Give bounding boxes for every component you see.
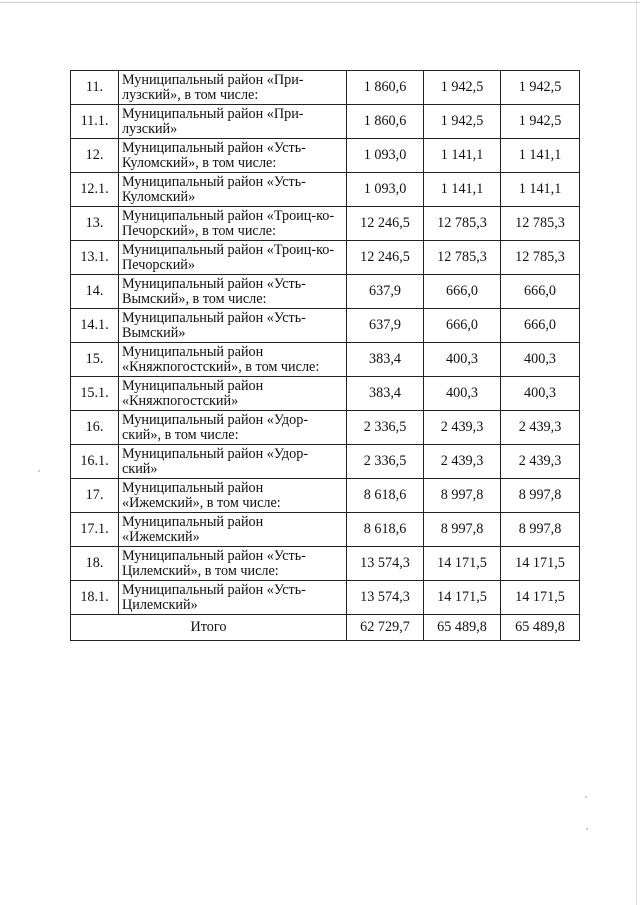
row-number-cell: 18.	[71, 547, 119, 581]
value-cell-1: 1 093,0	[347, 139, 424, 173]
value-cell-3: 666,0	[501, 309, 580, 343]
total-value-3: 65 489,8	[501, 615, 580, 641]
value-cell-2: 1 942,5	[424, 71, 501, 105]
value-cell-2: 400,3	[424, 377, 501, 411]
table-row	[71, 445, 580, 479]
value-cell-2: 400,3	[424, 343, 501, 377]
table-body	[71, 71, 580, 641]
value-cell-3: 1 942,5	[501, 71, 580, 105]
municipality-name-cell: Муниципальный район «Удор-ский», в том числе:	[119, 411, 347, 445]
scan-speck	[38, 470, 40, 472]
value-cell-3: 2 439,3	[501, 411, 580, 445]
value-cell-3: 8 997,8	[501, 479, 580, 513]
table-row	[71, 581, 580, 615]
municipality-name-cell: Муниципальный район «Усть-Цилемский», в том числе:	[119, 547, 347, 581]
value-cell-1: 637,9	[347, 275, 424, 309]
municipality-name-cell: Муниципальный район «Усть-Вымский»	[119, 309, 347, 343]
municipality-name-cell: Муниципальный район «Удор-ский»	[119, 445, 347, 479]
municipality-name-cell: Муниципальный район «Княжпогостский»	[119, 377, 347, 411]
value-cell-2: 666,0	[424, 309, 501, 343]
municipality-name-cell: Муниципальный район «При-лузский»	[119, 105, 347, 139]
municipality-name-cell: Муниципальный район «Усть-Куломский», в том числе:	[119, 139, 347, 173]
value-cell-3: 8 997,8	[501, 513, 580, 547]
value-cell-3: 1 141,1	[501, 173, 580, 207]
table-row	[71, 309, 580, 343]
municipality-name-cell: Муниципальный район «Усть-Вымский», в том числе:	[119, 275, 347, 309]
value-cell-1: 8 618,6	[347, 479, 424, 513]
value-cell-2: 14 171,5	[424, 581, 501, 615]
table-row	[71, 71, 580, 105]
municipality-name-cell: Муниципальный район «Усть-Цилемский»	[119, 581, 347, 615]
row-number-cell: 15.	[71, 343, 119, 377]
budget-table	[70, 70, 580, 641]
value-cell-1: 2 336,5	[347, 445, 424, 479]
value-cell-1: 383,4	[347, 377, 424, 411]
value-cell-1: 2 336,5	[347, 411, 424, 445]
value-cell-2: 1 942,5	[424, 105, 501, 139]
value-cell-3: 666,0	[501, 275, 580, 309]
row-number-cell: 12.	[71, 139, 119, 173]
table-row	[71, 377, 580, 411]
value-cell-3: 400,3	[501, 343, 580, 377]
table-row	[71, 513, 580, 547]
value-cell-3: 14 171,5	[501, 547, 580, 581]
municipality-name-cell: Муниципальный район «Троиц-ко-Печорский»	[119, 241, 347, 275]
value-cell-2: 1 141,1	[424, 139, 501, 173]
value-cell-2: 14 171,5	[424, 547, 501, 581]
value-cell-2: 12 785,3	[424, 207, 501, 241]
total-row	[71, 615, 580, 641]
row-number-cell: 15.1.	[71, 377, 119, 411]
table-row	[71, 411, 580, 445]
value-cell-3: 12 785,3	[501, 207, 580, 241]
value-cell-3: 1 141,1	[501, 139, 580, 173]
row-number-cell: 14.1.	[71, 309, 119, 343]
row-number-cell: 16.1.	[71, 445, 119, 479]
value-cell-2: 8 997,8	[424, 513, 501, 547]
value-cell-1: 12 246,5	[347, 207, 424, 241]
table-row	[71, 275, 580, 309]
value-cell-2: 12 785,3	[424, 241, 501, 275]
value-cell-2: 1 141,1	[424, 173, 501, 207]
total-value-2: 65 489,8	[424, 615, 501, 641]
scan-speck	[585, 796, 587, 798]
value-cell-2: 2 439,3	[424, 411, 501, 445]
row-number-cell: 13.1.	[71, 241, 119, 275]
value-cell-1: 13 574,3	[347, 547, 424, 581]
value-cell-1: 12 246,5	[347, 241, 424, 275]
municipality-name-cell: Муниципальный район «Троиц-ко-Печорский», в том числе:	[119, 207, 347, 241]
value-cell-3: 1 942,5	[501, 105, 580, 139]
municipality-name-cell: Муниципальный район «Ижемский»	[119, 513, 347, 547]
value-cell-1: 1 860,6	[347, 105, 424, 139]
value-cell-2: 666,0	[424, 275, 501, 309]
total-value-1: 62 729,7	[347, 615, 424, 641]
value-cell-2: 8 997,8	[424, 479, 501, 513]
municipality-name-cell: Муниципальный район «Ижемский», в том числе:	[119, 479, 347, 513]
table-row	[71, 547, 580, 581]
municipality-name-cell: Муниципальный район «Усть-Куломский»	[119, 173, 347, 207]
table-row	[71, 105, 580, 139]
value-cell-1: 1 093,0	[347, 173, 424, 207]
value-cell-1: 8 618,6	[347, 513, 424, 547]
municipality-name-cell: Муниципальный район «Княжпогостский», в том числе:	[119, 343, 347, 377]
row-number-cell: 17.	[71, 479, 119, 513]
value-cell-3: 14 171,5	[501, 581, 580, 615]
scan-edge-right	[636, 0, 637, 905]
table-row	[71, 343, 580, 377]
municipality-name-cell: Муниципальный район «При-лузский», в том числе:	[119, 71, 347, 105]
row-number-cell: 16.	[71, 411, 119, 445]
row-number-cell: 11.	[71, 71, 119, 105]
scan-edge-top	[0, 2, 640, 3]
table-row	[71, 207, 580, 241]
scan-speck	[586, 828, 588, 830]
value-cell-1: 13 574,3	[347, 581, 424, 615]
value-cell-3: 2 439,3	[501, 445, 580, 479]
value-cell-1: 637,9	[347, 309, 424, 343]
value-cell-1: 1 860,6	[347, 71, 424, 105]
row-number-cell: 17.1.	[71, 513, 119, 547]
row-number-cell: 13.	[71, 207, 119, 241]
value-cell-2: 2 439,3	[424, 445, 501, 479]
total-label: Итого	[71, 615, 347, 641]
value-cell-3: 12 785,3	[501, 241, 580, 275]
row-number-cell: 14.	[71, 275, 119, 309]
table-row	[71, 479, 580, 513]
table-row	[71, 173, 580, 207]
table-row	[71, 241, 580, 275]
row-number-cell: 12.1.	[71, 173, 119, 207]
row-number-cell: 18.1.	[71, 581, 119, 615]
value-cell-1: 383,4	[347, 343, 424, 377]
row-number-cell: 11.1.	[71, 105, 119, 139]
table-row	[71, 139, 580, 173]
value-cell-3: 400,3	[501, 377, 580, 411]
